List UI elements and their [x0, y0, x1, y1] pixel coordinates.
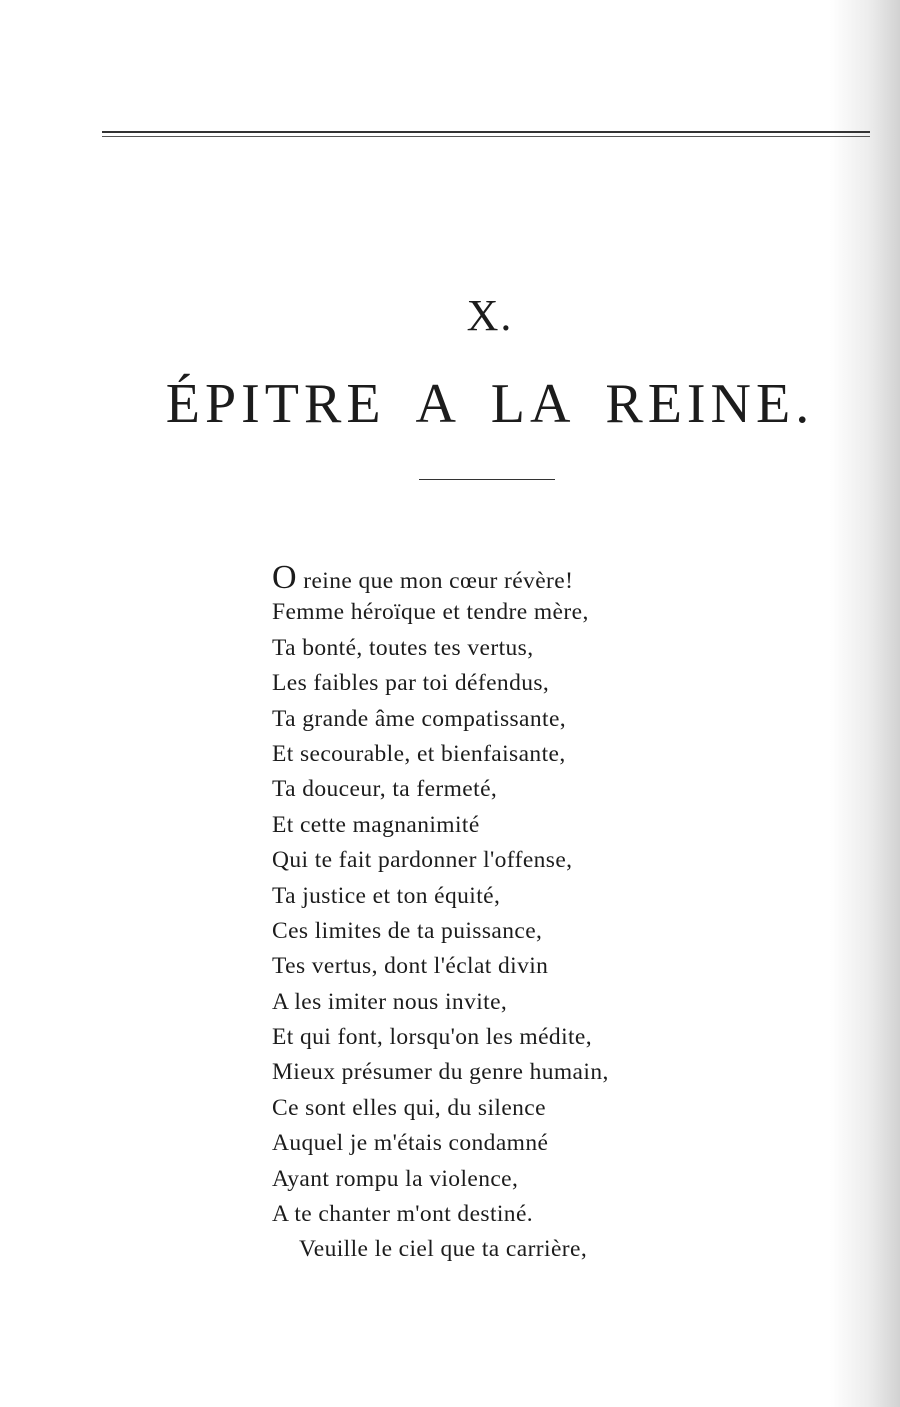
- poem-line: Ta grande âme compatissante,: [272, 705, 567, 732]
- poem-line: Veuille le ciel que ta carrière,: [299, 1236, 588, 1263]
- poem-line: Femme héroïque et tendre mère,: [272, 599, 589, 626]
- poem-line: Et secourable, et bienfaisante,: [272, 740, 566, 767]
- poem-line: Ce sont elles qui, du silence: [272, 1094, 546, 1121]
- poem-body: [272, 560, 832, 1268]
- poem-line: Qui te fait pardonner l'offense,: [272, 847, 573, 874]
- poem-line: Tes vertus, dont l'éclat divin: [272, 953, 549, 980]
- poem-line: Ta bonté, toutes tes vertus,: [272, 634, 534, 661]
- poem-line: A les imiter nous invite,: [272, 988, 508, 1015]
- poem-line: A te chanter m'ont destiné.: [272, 1201, 534, 1228]
- poem-lines: [272, 595, 832, 1267]
- poem-line: Ces limites de ta puissance,: [272, 917, 543, 944]
- poem-line: Et cette magnanimité: [272, 811, 480, 838]
- poem-line: Les faibles par toi défendus,: [272, 670, 550, 697]
- header-double-rule: [102, 131, 870, 139]
- poem-line: Et qui font, lorsqu'on les médite,: [272, 1024, 593, 1051]
- page-edge-shading: [830, 0, 900, 1407]
- poem-line-first: [272, 560, 832, 595]
- drop-cap-initial: O: [272, 559, 297, 596]
- poem-line: Ta douceur, ta fermeté,: [272, 776, 498, 803]
- title-separator-rule: [419, 479, 555, 480]
- poem-line: Auquel je m'étais condamné: [272, 1130, 549, 1157]
- chapter-title: ÉPITRE A LA REINE.: [165, 373, 815, 435]
- poem-line: Mieux présumer du genre humain,: [272, 1059, 609, 1086]
- poem-line: Ayant rompu la violence,: [272, 1165, 519, 1192]
- poem-line: Ta justice et ton équité,: [272, 882, 501, 909]
- chapter-number: X.: [466, 291, 514, 340]
- header-rule-thick: [102, 131, 870, 133]
- poem-line-first-text: reine que mon cœur révère!: [296, 568, 574, 594]
- header-rule-thin: [102, 136, 870, 137]
